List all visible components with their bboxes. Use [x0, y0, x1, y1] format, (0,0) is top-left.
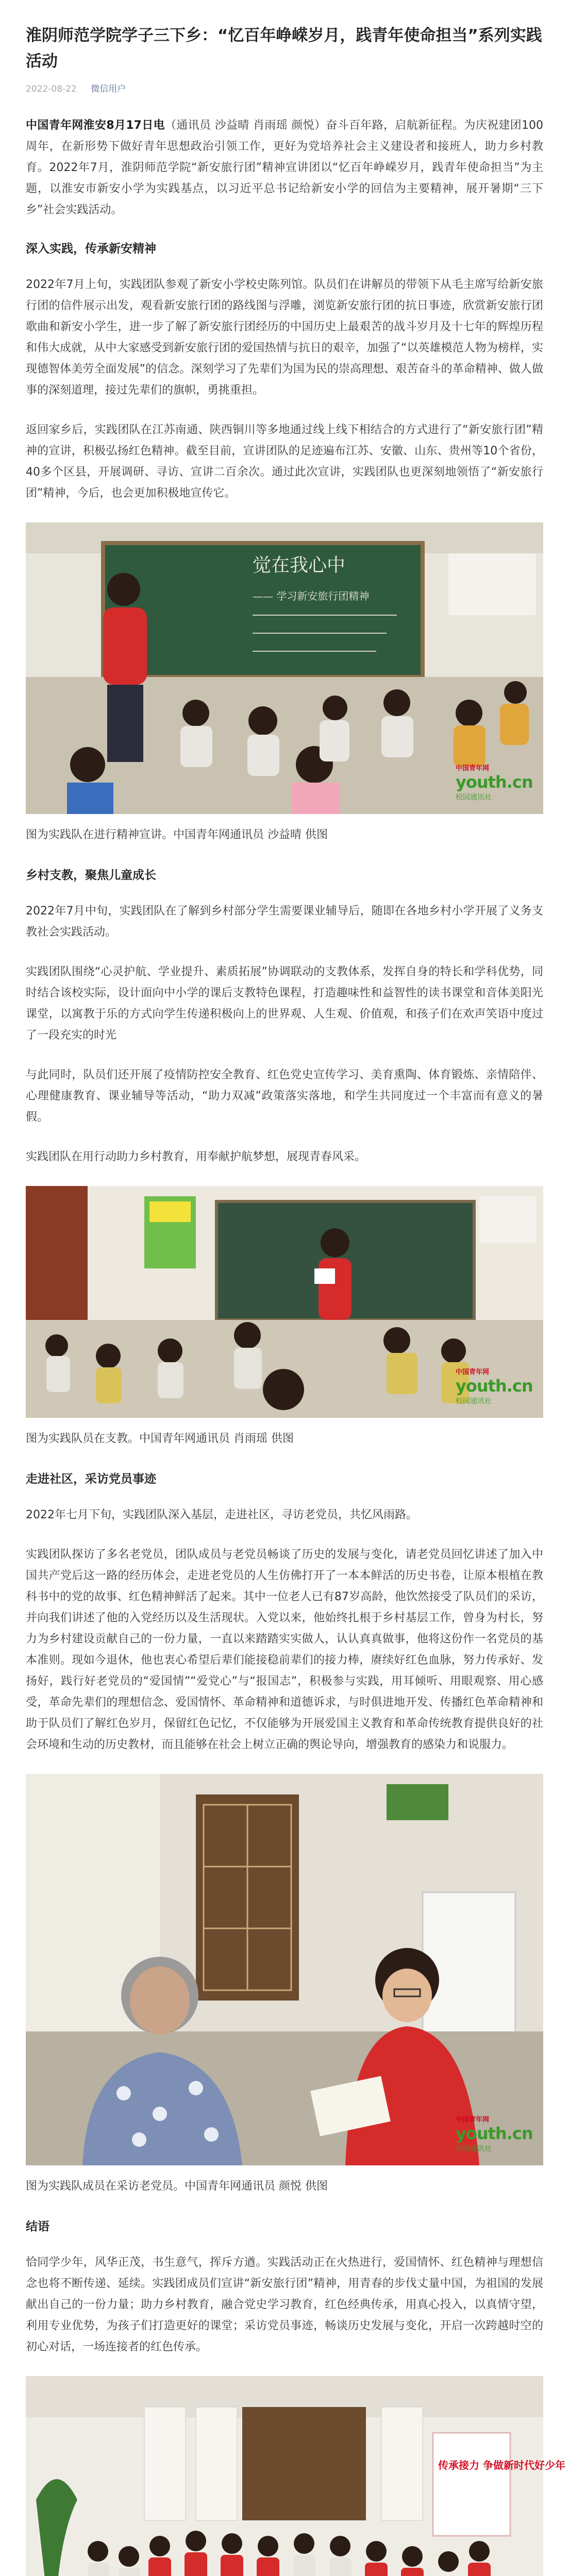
- watermark-top: 中国青年网: [456, 1368, 490, 1376]
- photo-illustration: [26, 1774, 543, 2165]
- paragraph: 实践团队在用行动助力乡村教育，用奉献护航梦想，展现青春风采。: [26, 1150, 366, 1163]
- article-title: 淮阴师范学院学子三下乡：“忆百年峥嵘岁月，践青年使命担当”系列实践活动: [26, 26, 542, 71]
- paragraph: 实践团队围绕“心灵护航、学业提升、素质拓展”协调联动的支教体系，发挥自身的特长和学科优势，同时结合该校实际，设计面向中小学的课后支教特色课程，打造趣味性和益智性的读书课堂和音体美阳光课堂，以寓教于乐的方式向学生传递积极向上的世界观、人生观、价值观，和孩子们在欢声笑语中度过了一段充实的时光: [26, 965, 543, 1042]
- photo-group: [26, 2376, 565, 2576]
- watermark-top: 中国青年网: [456, 765, 490, 772]
- paragraph: 2022年7月上旬，实践团队参观了新安小学校史陈列馆。队员们在讲解员的带领下从毛主席写给新安旅行团的信件展示出发，观看新安旅行团的路线图与浮雕，浏览新安旅行团的抗日事迹，欣赏新安旅行团歌曲和新安小学生，进一步了解了新安旅行团经历的中国历史上最艰苦的战斗岁月及十七年的辉煌历程和伟大成就，从中大家感受到新安旅行团的爱国热情与抗日的艰辛，加强了“以英雄模范人物为榜样，实现德智体美劳全面发展”的信念。深刻学习了先辈们为国为民的崇高理想、艰苦奋斗的革命精神、做人做事的深刻道理，接过先辈们的旗帜，勇挑重担。: [26, 278, 543, 397]
- article-meta: [26, 81, 543, 94]
- section-heading: 结语: [26, 2220, 49, 2233]
- photo-classroom-lecture: [26, 522, 543, 814]
- paragraph: 返回家乡后，实践团队在江苏南通、陕西铜川等多地通过线上线下相结合的方式进行了“新安旅行团”精神的宣讲，积极弘扬红色精神。截至目前，宣讲团队的足迹遍布江苏、安徽、山东、贵州等10个省份，40多个区县，开展调研、寻访、宣讲二百余次。通过此次宣讲，实践团队也更深刻地领悟了“新安旅行团”精神，今后，也会更加积极地宣传它。: [26, 423, 543, 500]
- lead-text: （通讯员 沙益晴 肖雨瑶 颜悦）奋斗百年路，启航新征程。为庆祝建团100周年，在新形势下做好青年思想政治引领工作，更好为党培养社会主义建设者和接班人，助力乡村教育。2022年7月，淮阴师范学院“新安旅行团”精神宣讲团以“忆百年峥嵘岁月，践青年使命担当”为主题，以淮安市新安小学为实践基点，以习近平总书记给新安小学的回信为主要精神，展开暑期“三下乡”社会实践活动。: [26, 119, 543, 216]
- youth-watermark: [456, 1366, 533, 1405]
- watermark-main: youth.cn: [456, 2124, 533, 2143]
- photo-caption: 图为实践队在进行精神宣讲。中国青年网通讯员 沙益晴 供图: [26, 828, 328, 841]
- photo-caption: 图为实践队成员在采访老党员。中国青年网通讯员 颜悦 供图: [26, 2180, 328, 2193]
- photo-teaching: [26, 1186, 543, 1418]
- section-heading: 深入实践，传承新安精神: [26, 242, 156, 256]
- photo-illustration: [26, 2376, 565, 2576]
- paragraph: 实践团队探访了多名老党员，团队成员与老党员畅谈了历史的发展与变化，请老党员回忆讲述了加入中国共产党后这一路的经历体会，走进老党员的人生仿佛打开了一本本鲜活的历史书卷，让原本根植在教科书中的党的故事、红色精神鲜活了起来。其中一位老人已有87岁高龄，他饮然接受了队员们的采访，并向我们讲述了他的入党经历以及生活现状。入党以来，他始终扎根于乡村基层工作，曾身为村长，努力为乡村建设贡献自己的一份力量，一直以来踏踏实实做人，认认真真做事，他将这份作一名党员的基本准则。现如今退休，他也衷心希望后辈们能接稳前辈们的接力棒，赓续好红色血脉，努力传承好、发扬好，践行好老党员的“爱国情”“爱党心”与“报国志”，积极参与实践，用耳倾听、用眼观察、用心感受，革命先辈们的理想信念、爱国情怀、革命精神和道德诉求，与时俱进地开发、传播红色革命精神和助于队员们了解红色岁月，保留红色记忆，不仅能够为开展爱国主义教育和革命传统教育提供良好的社会环境和生动的历史教材，而且能够在社会上树立正确的舆论导向，增强教育的感染力和说服力。: [26, 1548, 543, 1751]
- lead-tag: 中国青年网淮安8月17日电: [26, 119, 165, 132]
- paragraph: 2022年7月中旬，实践团队在了解到乡村部分学生需要课业辅导后，随即在各地乡村小学开展了义务支教社会实践活动。: [26, 905, 543, 939]
- watermark-main: youth.cn: [456, 1376, 533, 1396]
- watermark-sub: 校园通讯社: [456, 1397, 492, 1405]
- paragraph: 2022年七月下旬，实践团队深入基层，走进社区，寻访老党员，共忆风雨路。: [26, 1509, 417, 1521]
- youth-watermark: [456, 2114, 533, 2153]
- youth-watermark: [456, 762, 533, 802]
- photo-interview: [26, 1774, 543, 2165]
- board-text: 觉在我心中: [253, 555, 346, 576]
- paragraph: 与此同时，队员们还开展了疫情防控安全教育、红色党史宣传学习、美育熏陶、体育锻炼、亲情陪伴、心理健康教育、课业辅导等活动，“助力双减”政策落实落地，和学生共同度过一个丰富而有意义的暑假。: [26, 1069, 543, 1124]
- lead-paragraph: [26, 115, 543, 221]
- section-heading: 走进社区，采访党员事迹: [26, 1472, 156, 1486]
- source-link[interactable]: 微信用户: [91, 84, 126, 94]
- board-subtext: —— 学习新安旅行团精神: [253, 590, 370, 602]
- watermark-main: youth.cn: [456, 772, 533, 792]
- photo-caption: 图为实践队员在支教。中国青年网通讯员 肖雨瑶 供图: [26, 1432, 294, 1445]
- watermark-top: 中国青年网: [456, 2116, 490, 2124]
- watermark-sub: 校园通讯社: [456, 793, 492, 802]
- paragraph: 恰同学少年，风华正茂，书生意气，挥斥方遒。实践活动正在火热进行，爱国情怀、红色精神与理想信念也将不断传递、延续。实践团成员们宣讲“新安旅行团”精神，用青春的步伐丈量中国，为祖国的发展献出自己的一份力量；助力乡村教育，融合党史学习教育，红色经典传承，用真心投入，以真情守望，利用专业优势，为孩子们打造更好的课堂；采访党员事迹，畅谈历史发展与变化，开启一次跨越时空的初心对话，一场连接者的红色传承。: [26, 2256, 543, 2353]
- section-heading: 乡村支教，聚焦儿童成长: [26, 869, 156, 882]
- publish-date: 2022-08-22: [26, 84, 77, 94]
- watermark-sub: 校园通讯社: [456, 2145, 492, 2153]
- poster-text: 传承接力 争做新时代好少年: [438, 2459, 565, 2471]
